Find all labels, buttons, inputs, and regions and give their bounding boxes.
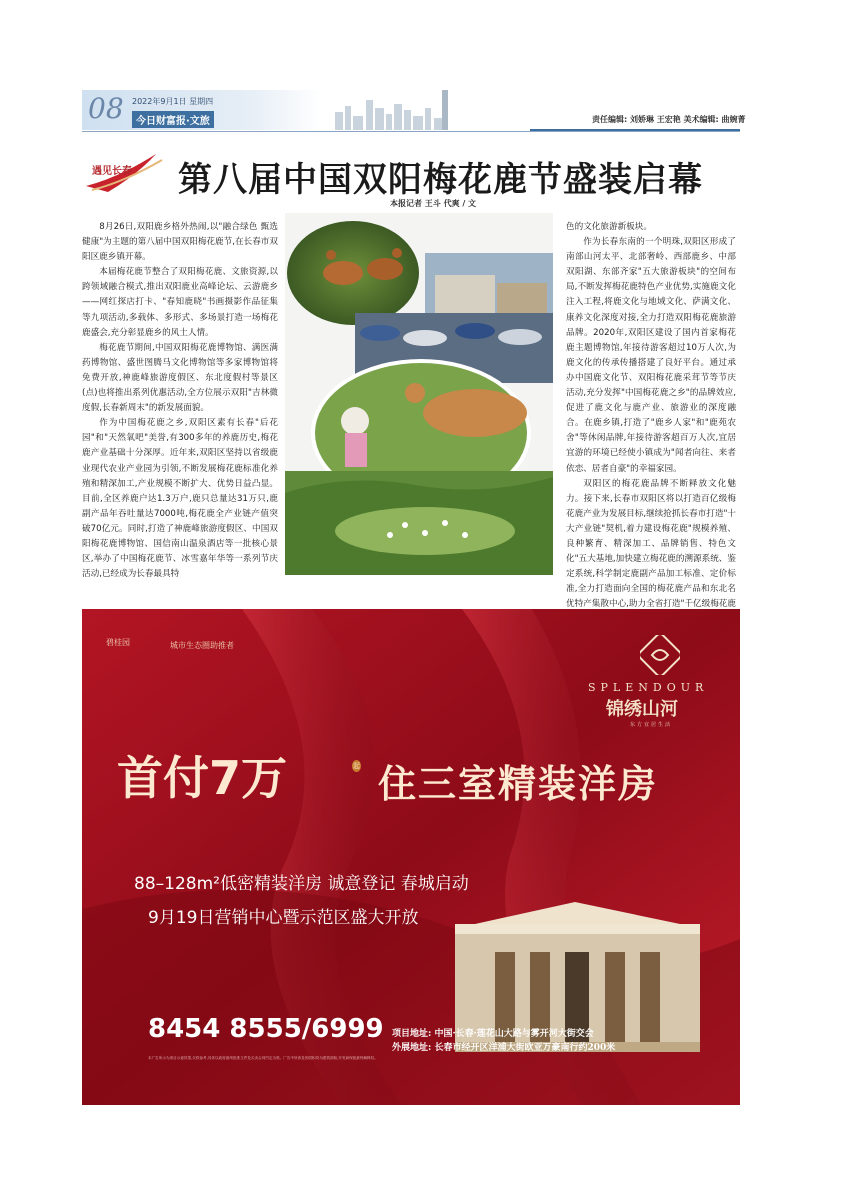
paragraph: 双阳区的梅花鹿品牌不断释放文化魅力。接下来,长春市双阳区将以打造百亿级梅花鹿产业为发展目标,继续抢抓长春市打造"十大产业链"契机,着力建设梅花鹿"规模养殖、良种繁育、精深加工、品牌销售、特色文化"五大基地,加快建立梅花鹿的溯源系统、鉴定系统,科学制定鹿副产品加工标准、定价标准,全力打造面向全国的梅花鹿产品和东北名优特产集散中心,助力全省打造"千亿级梅花鹿 xyxy=(566,478,736,610)
collage-illustration xyxy=(285,213,553,575)
ad-disclaimer: 本广告所示为项目示意效果,仅供参考,具体以政府最终批准文件及买卖合同约定为准。广告中所涉及的面积均为建筑面积,开发商保留最终解释权。 xyxy=(148,1056,378,1060)
ad-brand-slogan: 东方宜居生活 xyxy=(630,722,673,728)
ad-headline-rest: 住三室精装洋房 xyxy=(378,762,659,806)
ad-headline-qi-badge: 起 xyxy=(353,762,360,770)
ad-exhibit-address: 外展地址: 长春市经开区洋浦大街欧亚万豪南行约200米 xyxy=(392,1043,616,1053)
photo-collage xyxy=(285,213,553,575)
skyline-graphic xyxy=(330,88,450,130)
issue-date: 2022年9月1日 星期四 xyxy=(132,97,214,106)
ad-headline-downpayment: 首付7万 xyxy=(117,751,288,805)
brand-emblem-icon xyxy=(640,635,680,675)
header-divider xyxy=(82,131,740,132)
ad-logo-tagline: 城市生态圈助推者 xyxy=(170,641,234,650)
ad-brand-english: SPLENDOUR xyxy=(588,681,709,694)
paragraph: 梅花鹿节期间,中国双阳梅花鹿博物馆、满医满药博物馆、盛世图腾马文化博物馆等多家博物馆将免费开放,神鹿峰旅游度假区、东北度假村等景区(点)也将推出系列优惠活动,全方位展示双阳"吉林微度假,长春新周末"的新发展面貌。 xyxy=(82,342,278,414)
paper-name: 今日财富报·文旅 xyxy=(132,111,214,128)
ad-logo: 碧桂园 xyxy=(106,638,130,647)
paragraph: 8月26日,双阳鹿乡格外热闹,以"融合绿色 甄选 健康"为主题的第八届中国双阳梅花鹿节,在长春市双阳区鹿乡镇开幕。 xyxy=(82,222,278,263)
article-byline: 本报记者 王斗 代爽 / 文 xyxy=(390,199,477,208)
header-divider-accent xyxy=(530,129,740,131)
article-headline: 第八届中国双阳梅花鹿节盛装启幕 xyxy=(178,160,703,200)
page-number: 08 xyxy=(88,92,124,125)
paragraph: 作为中国梅花鹿之乡,双阳区素有长春"后花园"和"天然氧吧"美誉,有300多年的养鹿历史,梅花鹿产业基础十分深厚。近年来,双阳区坚持以省级鹿业现代农业产业园为引领,不断发展梅花鹿标准化养殖和精深加工,产业规模不断扩大、优势日益凸显。目前,全区养鹿户达1.3万户,鹿只总量达31万只,鹿副产品年吞吐量达7000吨,梅花鹿全产业链产值突破70亿元。同时,打造了神鹿峰旅游度假区、中国双阳梅花鹿博物馆、国信南山温泉酒店等一批核心景区,举办了中国梅花鹿节、冰雪嘉年华等一系列节庆活动,已经成为长春最具特 xyxy=(82,418,278,580)
article-column-3 xyxy=(566,220,736,628)
section-tag: 遇见长春 xyxy=(92,166,132,177)
ad-subline-opening: 9月19日营销中心暨示范区盛大开放 xyxy=(148,908,419,928)
paragraph: 本届梅花鹿节整合了双阳梅花鹿、文旅资源,以跨领域融合模式,推出双阳鹿业高峰论坛、云游鹿乡——网红探店打卡、"春知鹿晓"书画摄影作品征集等九项活动,多载体、多形式、多场景打造一场梅花鹿盛会,充分彰显鹿乡的风土人情。 xyxy=(82,267,278,338)
editors-line: 责任编辑: 刘娇琳 王宏艳 美术编辑: 曲婉菁 xyxy=(592,115,746,124)
paragraph: 作为长春东南的一个明珠,双阳区形成了南部山河太平、北部奢岭、西部鹿乡、中部双阳湖、东部齐家"五大旅游板块"的空间布局,不断发挥梅花鹿特色产业优势,实施鹿文化注入工程,将鹿文化与地域文化、萨满文化、康养文化深度对接,全力打造双阳梅花鹿旅游品牌。2020年,双阳区建设了国内首家梅花鹿主题博物馆,年接待游客超过10万人次,为鹿文化的传承传播搭建了良好平台。通过承办中国鹿文化节、双阳梅花鹿采茸节等节庆活动,充分发挥"中国梅花鹿之乡"的品牌效应,促进了鹿文化与鹿产业、旅游业的深度融合。在鹿乡镇,打造了"鹿乡人家"和"鹿苑农舍"等休闲品牌,年接待游客超百万人次,宜居宜游的环境已经使小镇成为"闻者向往、来者依恋、居者自豪"的幸福家园。 xyxy=(566,237,736,474)
ad-phone-number: 8454 8555/6999 xyxy=(148,1014,384,1044)
ad-brand-chinese: 锦绣山河 xyxy=(606,699,678,720)
ad-subline-area: 88–128m²低密精装洋房 诚意登记 春城启动 xyxy=(134,874,469,894)
paragraph: 色的文化旅游新板块。 xyxy=(566,222,652,232)
article-column-1 xyxy=(82,220,278,582)
ad-project-address: 项目地址: 中国·长春·莲花山大路与雾开河大街交会 xyxy=(392,1029,594,1039)
